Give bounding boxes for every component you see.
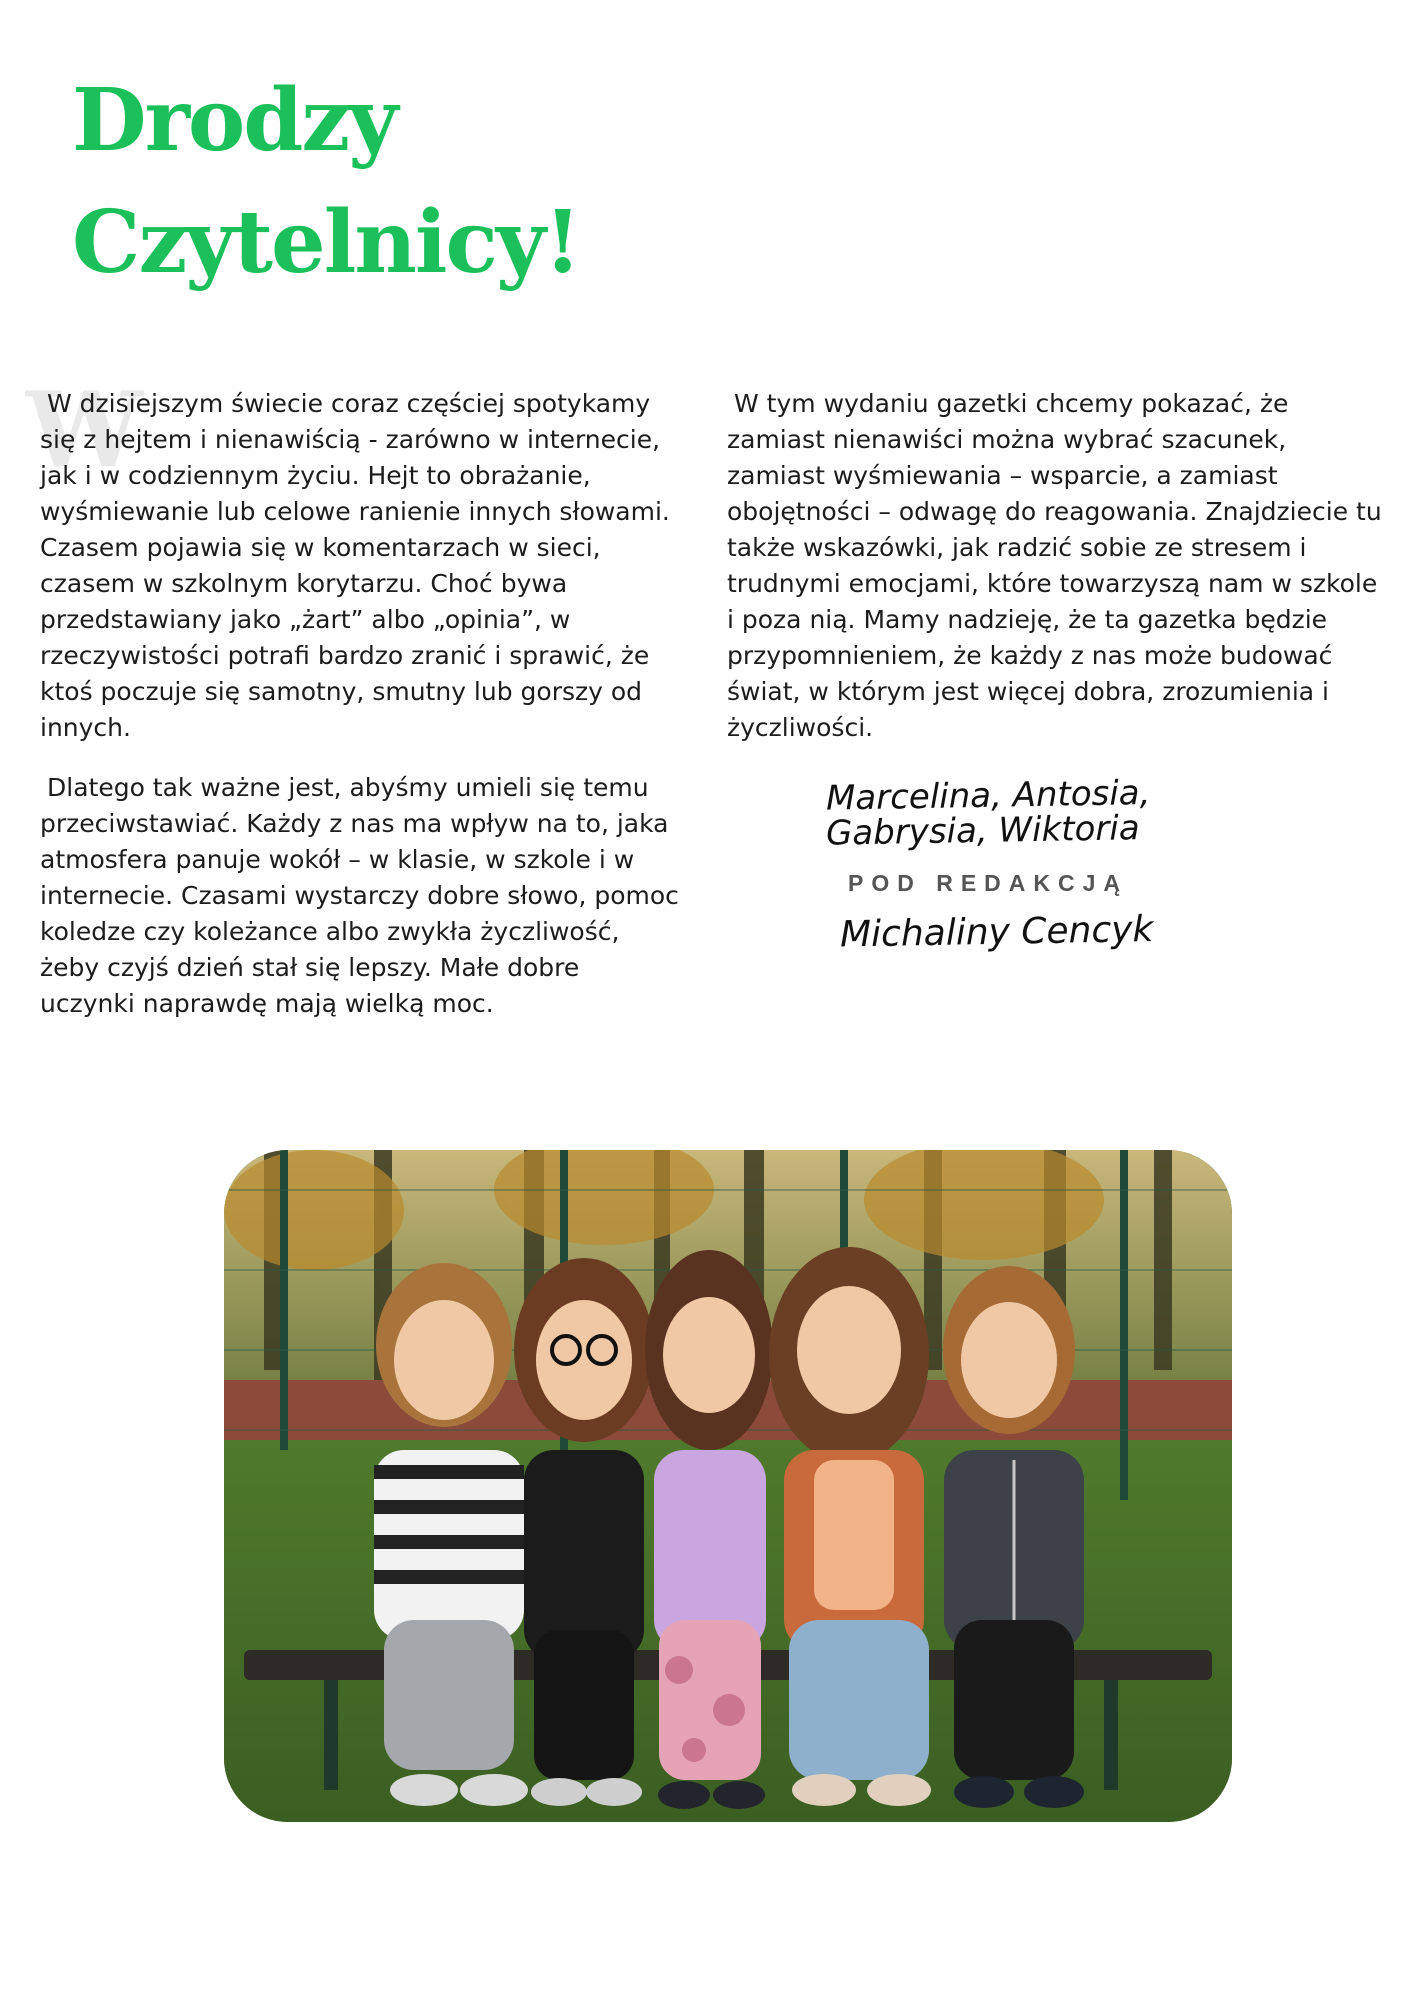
title-line-2: Czytelnicy! xyxy=(72,192,580,293)
title-line-1: Drodzy xyxy=(72,70,397,171)
authors-line-2: Gabrysia, Wiktoria xyxy=(825,808,1140,854)
intro-paragraph-1: W dzisiejszym świecie coraz częściej spotykamy się z hejtem i nienawiścią - zarówno w internecie, jak i w codziennym życiu. Hejt to obrażanie, wyśmiewanie lub celowe ranienie innych słowami. Czasem pojawia się w komentarzach w sieci, czasem w szkolnym korytarzu. Choć bywa przedstawiany jako „żart” albo „opinia”, w rzeczywistości potrafi bardzo zranić i sprawić, że ktoś poczuje się samotny, smutny lub gorszy od innych. xyxy=(40,389,670,742)
editor-name: Michaliny Cencyk xyxy=(839,909,1154,956)
intro-paragraph-3: W tym wydaniu gazetki chcemy pokazać, że zamiast nienawiści można wybrać szacunek, zamiast wyśmiewania – wsparcie, a zamiast obojętności – odwagę do reagowania. Znajdziecie tu także wskazówki, jak radzić sobie ze stresem i trudnymi emocjami, które towarzyszą nam w szkole i poza nią. Mamy nadzieję, że ta gazetka będzie przypomnieniem, że każdy z nas może budować świat, w którym jest więcej dobra, zrozumienia i życzliwości. xyxy=(727,389,1382,742)
group-photo-illustration xyxy=(224,1150,1232,1822)
intro-right-column xyxy=(727,386,1387,770)
intro-left-column xyxy=(40,386,680,1046)
group-photo xyxy=(224,1150,1232,1822)
signature-block xyxy=(825,773,1246,956)
drop-letter-watermark: W xyxy=(26,368,143,491)
page-title xyxy=(72,60,580,304)
authors-line-1: Marcelina, Antosia, xyxy=(825,773,1151,819)
intro-paragraph-2: Dlatego tak ważne jest, abyśmy umieli się temu przeciwstawiać. Każdy z nas ma wpływ na to, jaka atmosfera panuje wokół – w klasie, w szkole i w internecie. Czasami wystarczy dobre słowo, pomoc koledze czy koleżance albo zwykła życzliwość, żeby czyjś dzień stał się lepszy. Małe dobre uczynki naprawdę mają wielką moc. xyxy=(40,773,679,1018)
editor-label: POD REDAKCJĄ xyxy=(848,870,1129,896)
